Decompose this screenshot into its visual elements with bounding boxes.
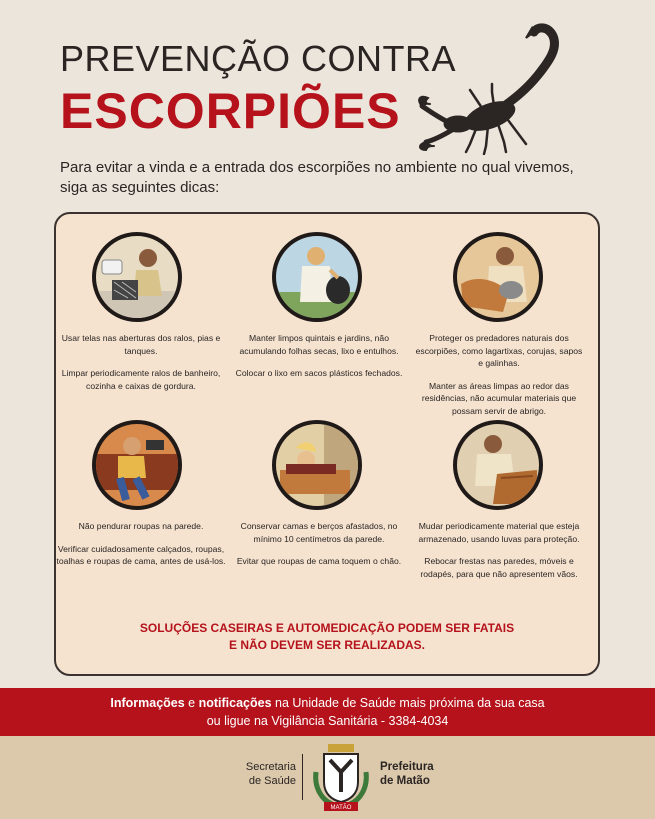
- footer: [0, 736, 655, 819]
- banner-bold-2: notificações: [198, 696, 272, 710]
- tip-3-illustration: [453, 232, 543, 322]
- tip-2: [234, 332, 404, 390]
- scorpion-illustration: [418, 20, 588, 155]
- tip-4: [56, 520, 226, 578]
- tip-6-text-2: Rebocar frestas nas paredes, móveis e rodapés, para que não apresentem vãos.: [420, 556, 578, 579]
- tip-5: [234, 520, 404, 578]
- matao-crest-logo: [310, 742, 372, 812]
- warning-line-2: E NÃO DEVEM SER REALIZADAS.: [228, 638, 426, 652]
- tip-4-text-2: Verificar cuidadosamente calçados, roupas, toalhas e roupas de cama, antes de usá-los.: [56, 543, 226, 566]
- banner-line-1: [0, 694, 655, 712]
- tip-1-text-2: Limpar periodicamente ralos de banheiro, cozinha e caixas de gordura.: [61, 368, 221, 391]
- warning-message: [56, 620, 598, 654]
- secretaria-label: [218, 760, 296, 788]
- tip-2-illustration: [272, 232, 362, 322]
- tip-3-text-1: Proteger os predadores naturais dos escorpiões, como lagartixas, corujas, sapos e galinhas.: [415, 333, 583, 368]
- banner-line-2: ou ligue na Vigilância Sanitária - 3384-4034: [206, 714, 449, 728]
- tip-3: [414, 332, 584, 427]
- tip-2-text-1: Manter limpos quintais e jardins, não acumulando folhas secas, lixo e entulhos.: [239, 333, 399, 356]
- footer-divider: [302, 754, 303, 800]
- tip-6-illustration: [453, 420, 543, 510]
- intro-text: Para evitar a vinda e a entrada dos escorpiões no ambiente no qual vivemos, siga as seguintes dicas:: [60, 159, 574, 196]
- tip-5-text-1: Conservar camas e berços afastados, no mínimo 10 centímetros da parede.: [240, 521, 398, 544]
- info-banner: [0, 688, 655, 736]
- prefeitura-line-1: Prefeitura: [380, 761, 434, 773]
- tip-1-illustration: [92, 232, 182, 322]
- tip-4-text-1: Não pendurar roupas na parede.: [78, 521, 204, 531]
- prefeitura-label: [380, 760, 434, 788]
- tip-3-text-2: Manter as áreas limpas ao redor das residências, não acumular materiais que possam servir de abrigo.: [421, 380, 577, 416]
- crest-banner-text: MATÃO: [330, 805, 352, 811]
- banner-bold-1: Informações: [110, 696, 185, 710]
- banner-rest: na Unidade de Saúde mais próxima da sua casa: [271, 696, 545, 710]
- title-line-2: ESCORPIÕES: [60, 83, 401, 139]
- tip-1: [56, 332, 226, 402]
- warning-line-1: SOLUÇÕES CASEIRAS E AUTOMEDICAÇÃO PODEM SER FATAIS: [139, 621, 515, 635]
- tip-5-text-2: Evitar que roupas de cama toquem o chão.: [236, 556, 402, 566]
- banner-connector: e: [184, 696, 199, 710]
- secretaria-line-1: Secretaria: [245, 761, 296, 773]
- tip-4-illustration: [92, 420, 182, 510]
- tip-6-text-1: Mudar periodicamente material que esteja armazenado, usando luvas para proteção.: [418, 521, 580, 544]
- prefeitura-line-2: de Matão: [380, 775, 430, 787]
- tip-5-illustration: [272, 420, 362, 510]
- tip-1-text-1: Usar telas nas aberturas dos ralos, pias e tanques.: [61, 333, 221, 356]
- secretaria-line-2: de Saúde: [248, 775, 296, 787]
- title-line-1: PREVENÇÃO CONTRA: [60, 38, 457, 79]
- tips-panel: [54, 212, 600, 676]
- tip-2-text-2: Colocar o lixo em sacos plásticos fechados.: [235, 368, 403, 378]
- tip-6: [414, 520, 584, 590]
